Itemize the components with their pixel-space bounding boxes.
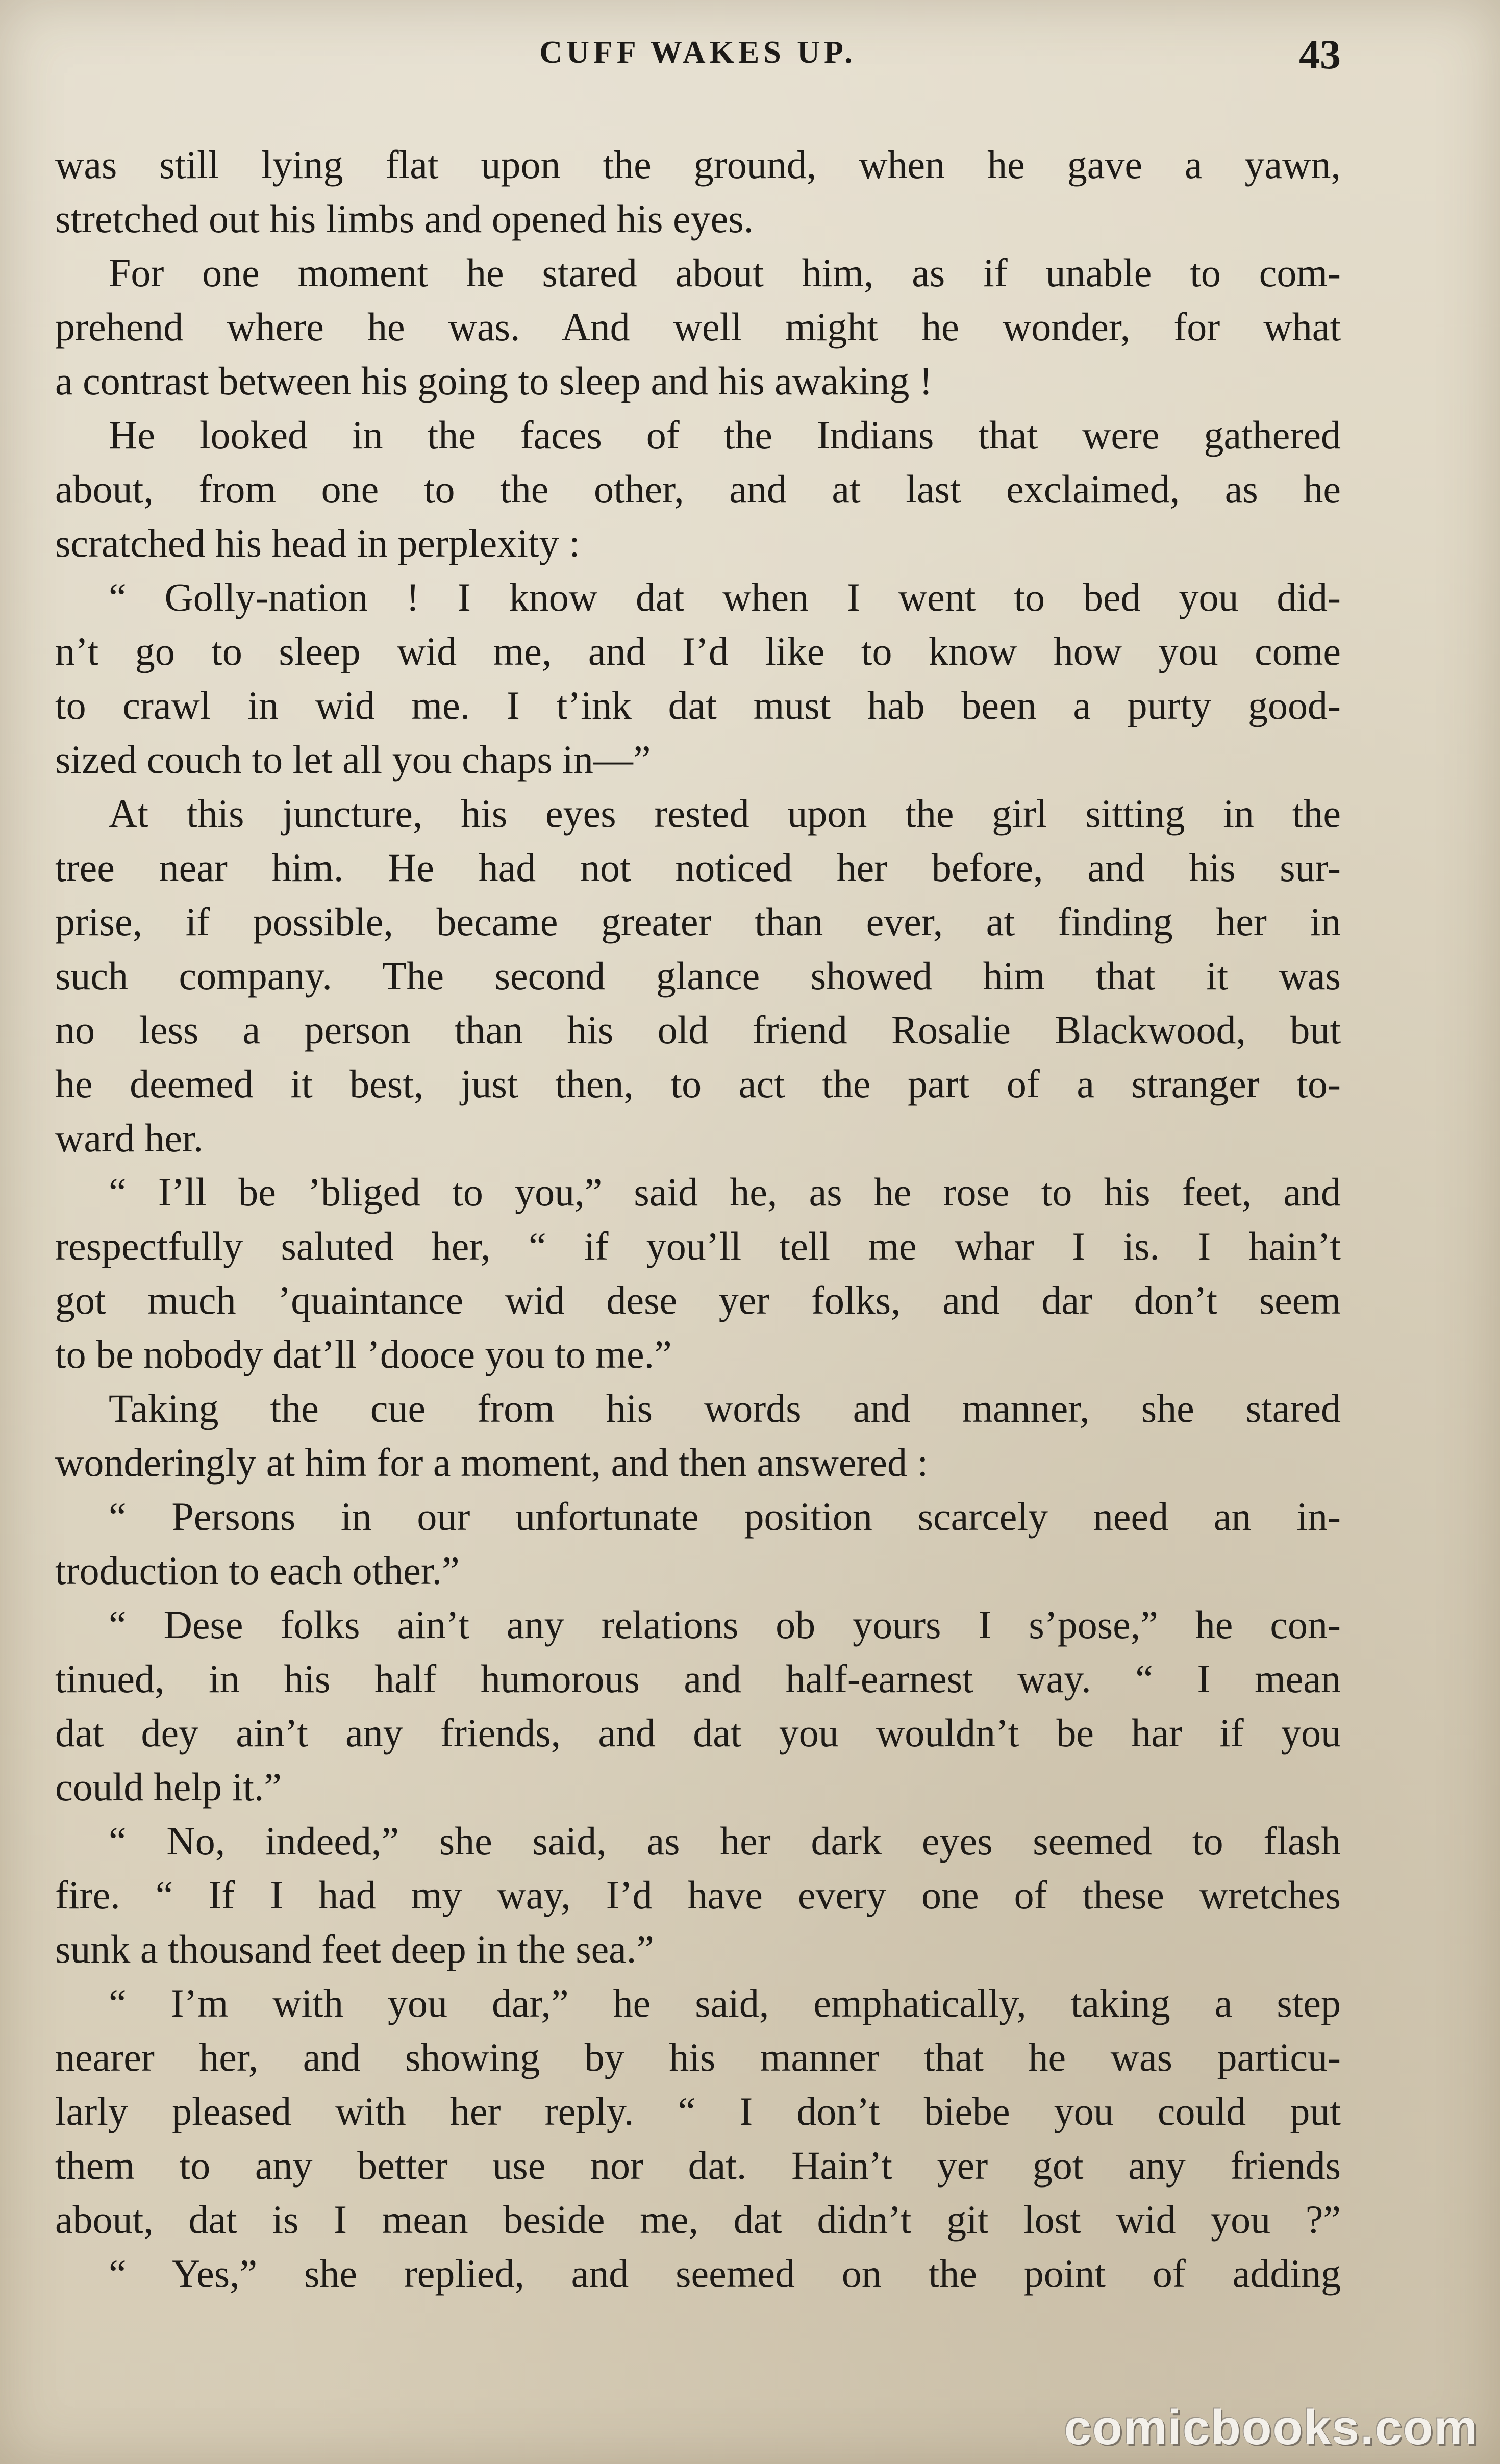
text-line: fire. “ If I had my way, I’d have every one of these wretches [55,1873,1341,1917]
text-line: He looked in the faces of the Indians that were gathered [109,413,1341,457]
text-line: about, dat is I mean beside me, dat didn’t git lost wid you ?” [55,2197,1341,2242]
text-line: dat dey ain’t any friends, and dat you wouldn’t be har if you [55,1711,1341,1755]
text-line: n’t go to sleep wid me, and I’d like to know how you come [55,629,1341,673]
text-line: “ Yes,” she replied, and seemed on the point of adding [109,2251,1341,2296]
text-line: tinued, in his half humorous and half-earnest way. “ I mean [55,1656,1341,1701]
text-line: sunk a thousand feet deep in the sea.” [55,1927,654,1971]
running-head: CUFF WAKES UP. [539,35,857,70]
text-line: “ I’ll be ’bliged to you,” said he, as he rose to his feet, and [109,1170,1341,1214]
text-line: Taking the cue from his words and manner, she stared [109,1386,1341,1430]
text-line: nearer her, and showing by his manner that he was particu- [55,2035,1341,2079]
text-line: a contrast between his going to sleep and his awaking ! [55,359,933,403]
text-line: tree near him. He had not noticed her before, and his sur- [55,845,1341,890]
text-line: he deemed it best, just then, to act the part of a stranger to- [55,1062,1341,1106]
text-line: stretched out his limbs and opened his eyes. [55,196,754,241]
text-line: prehend where he was. And well might he wonder, for what [55,305,1341,349]
text-line: “ No, indeed,” she said, as her dark eyes seemed to flash [109,1819,1341,1863]
watermark: comicbooks.com [1064,2400,1479,2455]
text-line: no less a person than his old friend Rosalie Blackwood, but [55,1008,1341,1052]
text-line: scratched his head in perplexity : [55,521,580,565]
text-line: such company. The second glance showed him that it was [55,953,1341,998]
text-line: “ Dese folks ain’t any relations ob yours I s’pose,” he con- [109,1602,1341,1647]
text-line: them to any better use nor dat. Hain’t yer got any friends [55,2143,1341,2188]
text-line: “ I’m with you dar,” he said, emphatically, taking a step [109,1981,1341,2025]
page-number: 43 [1299,31,1341,78]
text-line: prise, if possible, became greater than ever, at finding her in [55,899,1341,944]
text-line: was still lying flat upon the ground, when he gave a yawn, [55,142,1341,187]
text-line: sized couch to let all you chaps in—” [55,737,651,782]
text-line: troduction to each other.” [55,1548,460,1593]
text-line: “ Golly-nation ! I know dat when I went to bed you did- [109,575,1341,619]
text-line: got much ’quaintance wid dese yer folks, and dar don’t seem [55,1278,1341,1322]
text-line: “ Persons in our unfortunate position scarcely need an in- [109,1494,1341,1539]
text-line: could help it.” [55,1765,282,1809]
text-line: to be nobody dat’ll ’dooce you to me.” [55,1332,672,1376]
body-text [55,138,1341,2306]
page-header [55,31,1341,87]
text-line: about, from one to the other, and at last exclaimed, as he [55,467,1341,511]
text-line: larly pleased with her reply. “ I don’t biebe you could put [55,2089,1341,2133]
text-line: At this juncture, his eyes rested upon the girl sitting in the [109,791,1341,836]
text-line: to crawl in wid me. I t’ink dat must hab been a purty good- [55,683,1341,727]
text-line: For one moment he stared about him, as if unable to com- [109,250,1341,295]
text-line: ward her. [55,1116,204,1160]
text-line: respectfully saluted her, “ if you’ll tell me whar I is. I hain’t [55,1224,1341,1268]
text-line: wonderingly at him for a moment, and then answered : [55,1440,929,1485]
